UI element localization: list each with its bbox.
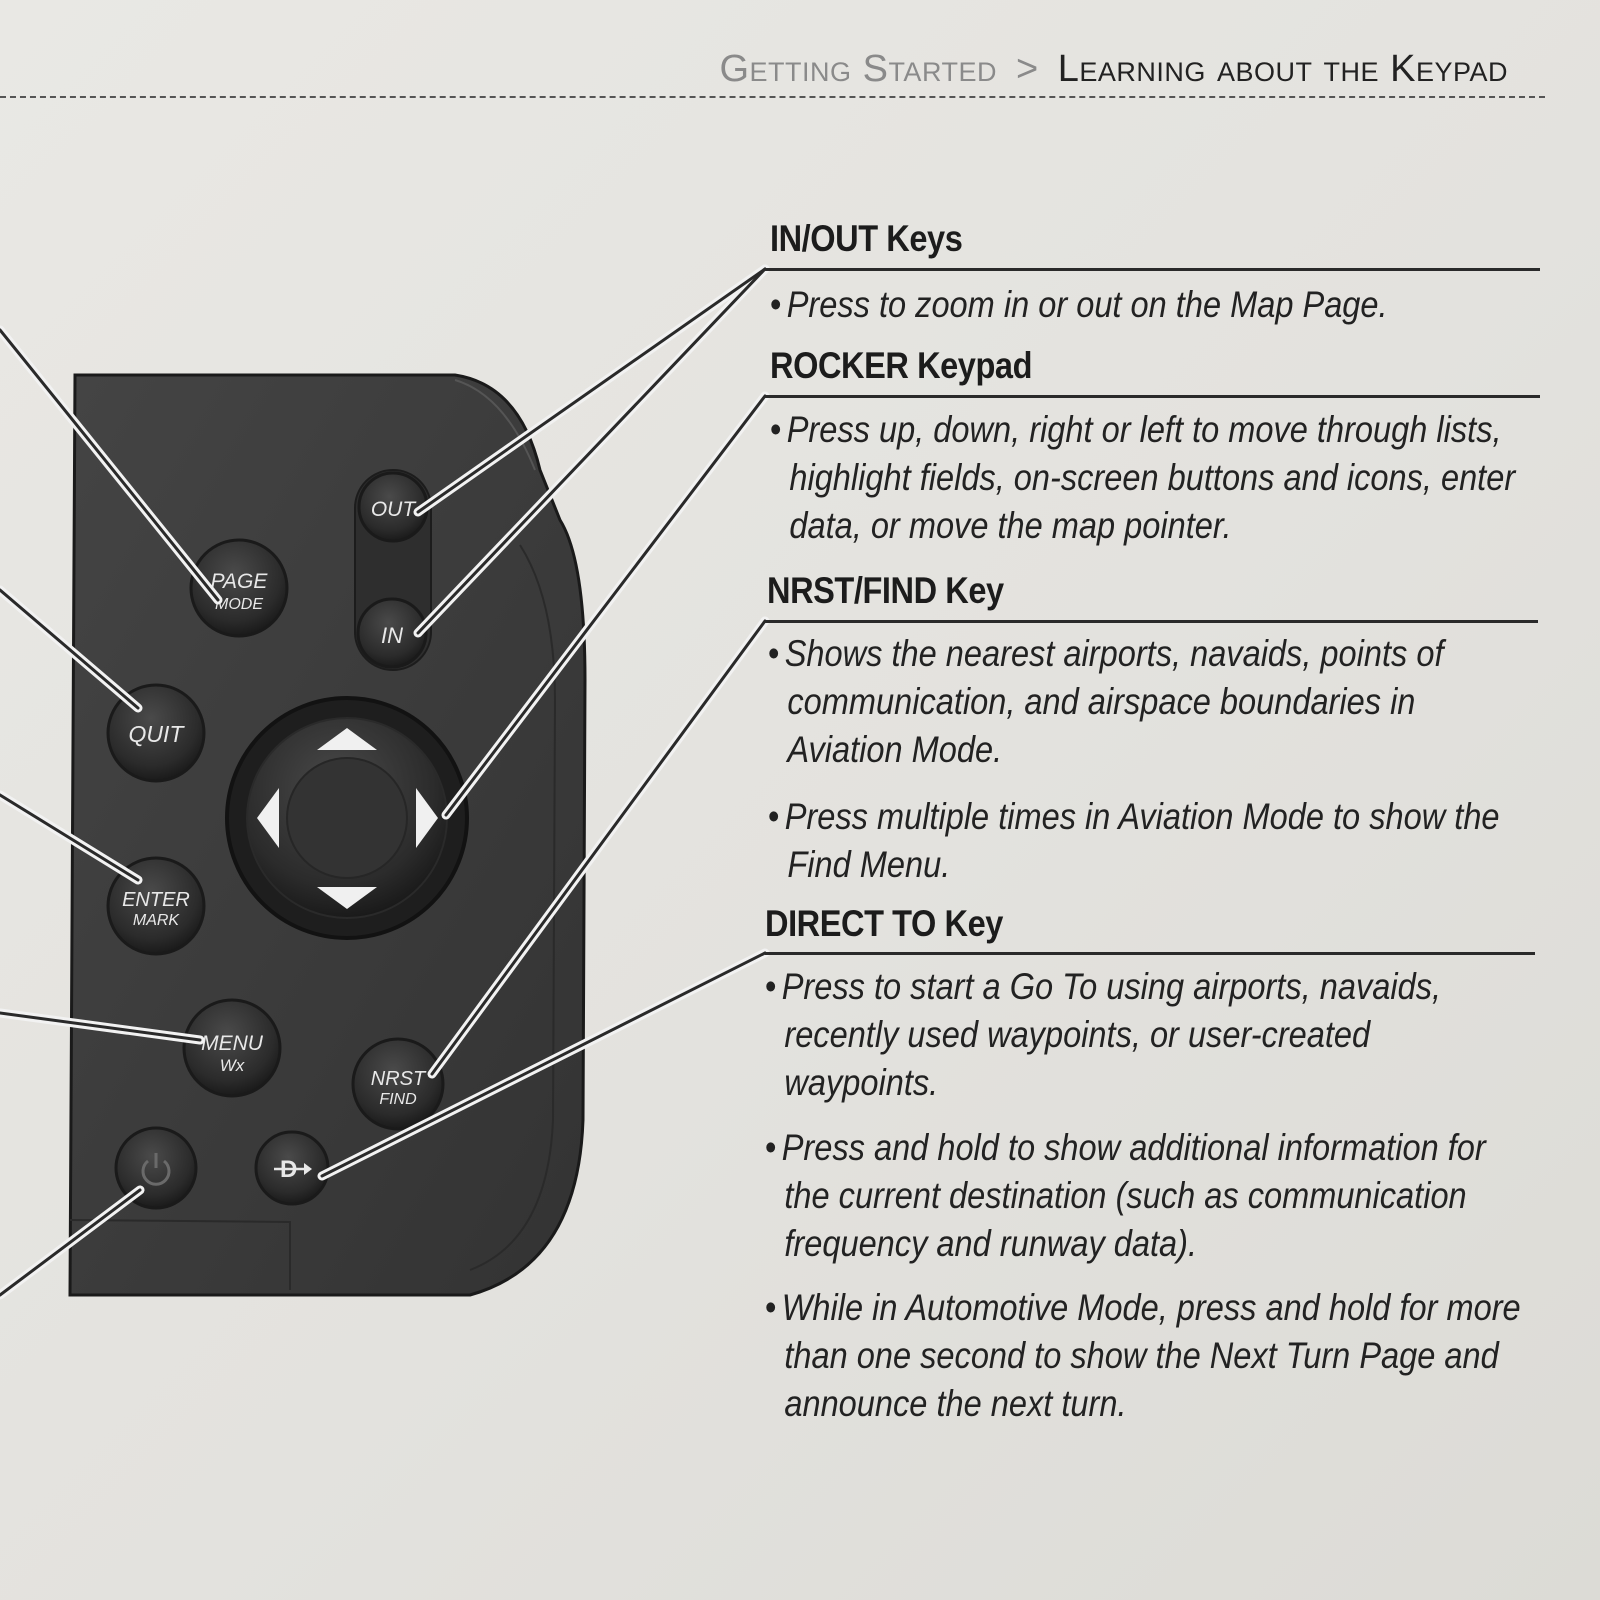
bullet-in-out-1: • Press to zoom in or out on the Map Page. — [770, 281, 1546, 329]
direct-to-button[interactable] — [256, 1132, 328, 1204]
nrst-label: NRST — [370, 1068, 426, 1090]
page-label: PAGE — [210, 570, 268, 593]
bullet-direct-to-1: • Press to start a Go To using airports, navaids, recently used waypoints, or user-created waypoints. — [765, 963, 1532, 1107]
mode-label: MODE — [215, 596, 263, 613]
section-rule — [765, 268, 1540, 271]
enter-label: ENTER — [122, 889, 190, 911]
section-rule — [765, 952, 1535, 955]
svg-text:D: D — [280, 1156, 298, 1183]
find-label: FIND — [379, 1091, 417, 1108]
menu-label: MENU — [201, 1032, 263, 1055]
section-rule — [765, 395, 1540, 398]
in-label: IN — [381, 623, 403, 648]
nrst-find-button[interactable] — [353, 1039, 443, 1129]
bullet-direct-to-3: • While in Automotive Mode, press and hold for more than one second to show the Next Turn Page and announce the next turn. — [765, 1284, 1532, 1428]
section-title-direct-to-key: DIRECT TO Key — [765, 903, 1003, 944]
breadcrumb-section: Getting Started — [719, 48, 997, 90]
section-title-rocker-keypad: ROCKER Keypad — [770, 345, 1033, 386]
menu-wx-button[interactable] — [184, 1000, 280, 1096]
bullet-nrst-1: • Shows the nearest airports, navaids, points of communication, and airspace boundaries in Aviation Mode. — [768, 630, 1535, 774]
breadcrumb-page: Learning about the Keypad — [1057, 48, 1508, 90]
breadcrumb-separator: > — [1016, 48, 1039, 90]
bullet-direct-to-2: • Press and hold to show additional information for the current destination (such as communication frequency and runway data). — [765, 1124, 1532, 1268]
rocker-keypad[interactable] — [227, 698, 467, 938]
bullet-nrst-2: • Press multiple times in Aviation Mode to show the Find Menu. — [768, 793, 1535, 889]
out-label: OUT — [370, 498, 416, 521]
wx-label: Wx — [219, 1056, 245, 1075]
mark-label: MARK — [132, 912, 180, 929]
section-rule — [765, 620, 1538, 623]
quit-label: QUIT — [128, 721, 184, 747]
bullet-rocker-1: • Press up, down, right or left to move through lists, highlight fields, on-screen buttons and icons, enter data, or move the map pointer. — [770, 406, 1529, 550]
out-button[interactable] — [359, 473, 427, 541]
section-title-in-out-keys: IN/OUT Keys — [770, 218, 963, 259]
section-title-nrst-find-key: NRST/FIND Key — [767, 570, 1004, 611]
